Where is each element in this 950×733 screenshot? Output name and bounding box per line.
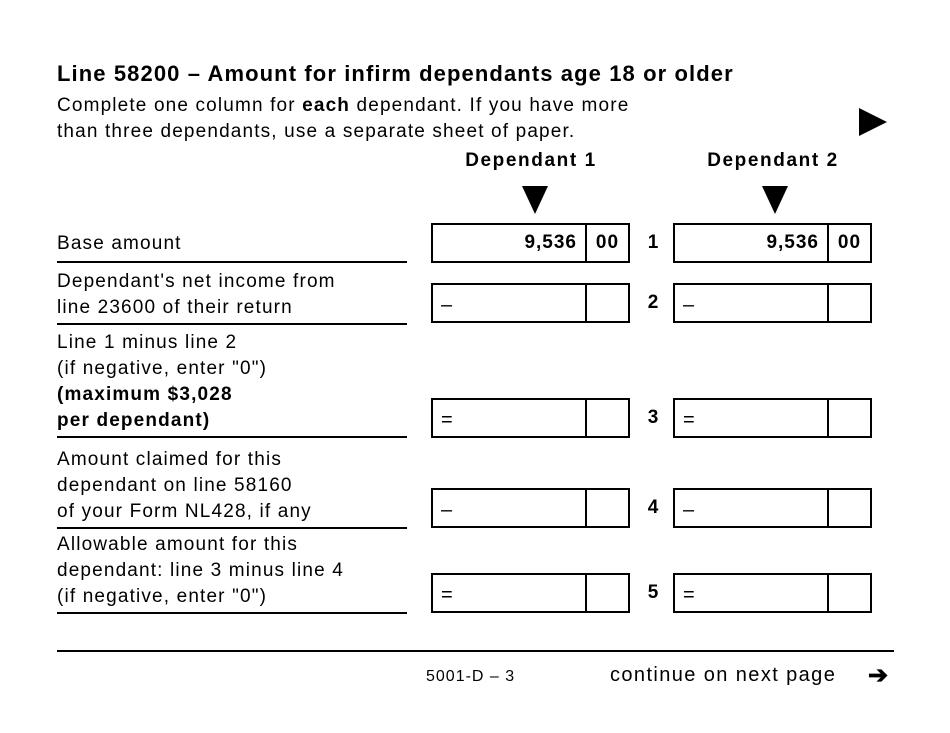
next-page-arrow-icon[interactable] [859,108,887,136]
minus-sign: – [441,294,454,316]
line-2-dependant-2-dollars[interactable] [675,285,829,321]
line-4-dependant-1-cents[interactable] [587,490,628,526]
line-number-4: 4 [647,497,659,518]
line-1-label-text: Base amount [57,233,182,254]
line-4-label-text-2: dependant on line 58160 [57,475,293,496]
line-4-dependant-2-cents[interactable] [829,490,870,526]
line-number-2: 2 [647,292,659,313]
minus-sign: – [683,499,696,521]
line-5-label-text-2: dependant: line 3 minus line 4 [57,560,344,581]
line-2-label-text-2: line 23600 of their return [57,297,293,318]
minus-sign: – [441,499,454,521]
arrow-right-icon[interactable]: ➔ [868,662,889,689]
line-3-dependant-1-cents[interactable] [587,400,628,436]
line-2-dependant-1-field[interactable] [431,283,630,323]
line-2-dependant-2-field[interactable] [673,283,872,323]
line-4-label-text-3: of your Form NL428, if any [57,501,312,522]
line-3-dependant-1-field[interactable] [431,398,630,438]
line-5-dependant-1-cents[interactable] [587,575,628,611]
line-number-5: 5 [647,582,659,603]
line-3-dependant-2-cents[interactable] [829,400,870,436]
line-2-dependant-1-dollars[interactable] [433,285,587,321]
line-number-1: 1 [647,232,659,253]
line-1-label [57,231,407,263]
line-2-dependant-1-cents[interactable] [587,285,628,321]
instructions [57,93,629,145]
equals-sign: = [441,584,454,606]
line-1-dependant-1-cents[interactable]: 00 [595,232,620,253]
minus-sign: – [683,294,696,316]
line-3-label-bold-2: per dependant) [57,410,211,431]
line-3-label-text-2: (if negative, enter "0") [57,358,268,379]
footer-divider [57,650,894,652]
line-3-label [57,330,407,438]
line-5-label [57,532,407,614]
line-3-label-bold-1: (maximum $3,028 [57,384,233,405]
line-1-dependant-2-cents[interactable]: 00 [837,232,862,253]
line-5-label-text-3: (if negative, enter "0") [57,586,268,607]
line-3-label-text-1: Line 1 minus line 2 [57,332,238,353]
line-1-dependant-1-field[interactable] [431,223,630,263]
line-1-dependant-2-amount: 9,536 [766,232,819,253]
line-5-dependant-2-field[interactable] [673,573,872,613]
line-number-3: 3 [647,407,659,428]
line-1-dependant-1-dollars[interactable] [433,225,587,261]
line-5-dependant-1-field[interactable] [431,573,630,613]
line-4-dependant-2-field[interactable] [673,488,872,528]
down-arrow-icon [522,186,548,214]
instructions-text-1: Complete one column for [57,95,303,116]
line-4-dependant-1-field[interactable] [431,488,630,528]
line-5-dependant-2-cents[interactable] [829,575,870,611]
line-3-dependant-2-dollars[interactable] [675,400,829,436]
line-1-dependant-2-dollars[interactable] [675,225,829,261]
line-1-dependant-1-amount: 9,536 [524,232,577,253]
equals-sign: = [441,409,454,431]
instructions-line-2: than three dependants, use a separate sheet of paper. [57,121,576,142]
page-number: 5001-D – 3 [426,668,516,685]
line-2-label [57,269,407,325]
line-4-dependant-2-dollars[interactable] [675,490,829,526]
line-5-label-text-1: Allowable amount for this [57,534,299,555]
page-title: Line 58200 – Amount for infirm dependants age 18 or older [57,61,734,86]
down-arrow-icon [762,186,788,214]
line-4-label-text-1: Amount claimed for this [57,449,282,470]
line-3-dependant-1-dollars[interactable] [433,400,587,436]
equals-sign: = [683,584,696,606]
line-5-dependant-2-dollars[interactable] [675,575,829,611]
line-2-label-text-1: Dependant's net income from [57,271,336,292]
line-3-dependant-2-field[interactable] [673,398,872,438]
line-4-label [57,447,407,529]
line-2-dependant-2-cents[interactable] [829,285,870,321]
line-1-dependant-2-field[interactable] [673,223,872,263]
line-4-dependant-1-dollars[interactable] [433,490,587,526]
line-5-dependant-1-dollars[interactable] [433,575,587,611]
column-header-dependant-2: Dependant 2 [707,150,839,171]
instructions-text-2: dependant. If you have more [350,95,630,116]
continue-link[interactable]: continue on next page [610,664,837,686]
column-header-dependant-1: Dependant 1 [465,150,597,171]
instructions-bold: each [302,95,351,116]
equals-sign: = [683,409,696,431]
